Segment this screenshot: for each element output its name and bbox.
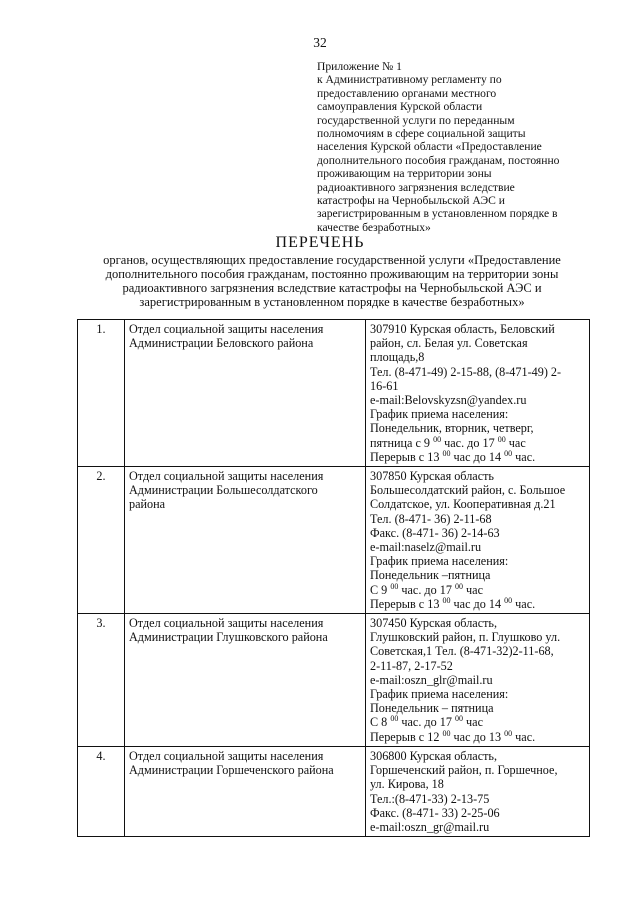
subtitle-line: органов, осуществляющих предоставление государственной услуги «Предоставление [103,253,561,267]
appendix-line: качестве безработных» [317,220,431,234]
contact-line: 307850 Курская область [370,469,494,484]
document-title: ПЕРЕЧЕНЬ [275,234,365,251]
row-number: 1. [78,320,125,467]
page-number: 32 [313,35,327,50]
contact-line: район, сл. Белая ул. Советская [370,336,528,351]
appendix-line: государственной услуги по переданным [317,113,515,127]
row-number: 2. [78,467,125,614]
office-contacts-cell [366,746,590,836]
appendix-line: самоуправления Курской области [317,100,483,114]
subtitle-line: радиоактивного загрязнения вследствие катастрофы на Чернобыльской АЭС и [122,281,542,295]
contact-line: Факс. (8-471- 36) 2-14-63 [370,525,500,540]
appendix-line: населения Курской области «Предоставление [317,140,542,154]
contact-line: График приема населения: [370,407,509,422]
contact-line: Понедельник – пятница [370,701,494,716]
contact-line: 306800 Курская область, [370,748,498,763]
contact-line: Большесолдатский район, с. Большое [370,483,566,498]
break-line: Перерыв с 13 $^{00}$ час до 14 $^{00}$ час. [370,595,536,611]
break-line: Перерыв с 12 $^{00}$ час до 13 $^{00}$ час. [370,728,536,744]
contact-line: Глушковский район, п. Глушково ул. [370,630,561,645]
offices-table [77,319,590,837]
office-contacts-cell [366,320,590,467]
contact-line: Тел.:(8-471-33) 2-13-75 [370,791,490,806]
contact-line: Горшеченский район, п. Горшечное, [370,763,558,778]
office-name-line: Администрации Глушковского района [129,630,328,645]
contact-line: Солдатское, ул. Кооперативная д.21 [370,497,556,512]
office-name-line: Отдел социальной защиты населения [129,322,324,336]
appendix-line: Приложение № 1 [317,60,402,73]
contact-line: площадь,8 [370,350,425,365]
office-name-line: Отдел социальной защиты населения [129,616,324,631]
email-link[interactable]: e-mail:Belovskyzsn@yandex.ru [370,393,527,408]
table-row [78,320,590,467]
email-link[interactable]: e-mail:naselz@mail.ru [370,540,482,555]
office-contacts-cell [366,614,590,747]
contact-line: График приема населения: [370,687,509,702]
subtitle-line: зарегистрированным в установленном порядке в качестве безработных» [139,295,525,309]
appendix-line: к Административному регламенту по [317,73,502,87]
appendix-note [317,60,592,234]
office-name-line: Администрации Беловского района [129,336,314,351]
office-name-line: Отдел социальной защиты населения [129,469,324,484]
appendix-line: радиоактивного загрязнения вследствие [317,180,515,194]
office-name-line: района [129,497,166,512]
contact-line: 16-61 [370,378,399,393]
contact-line: Понедельник –пятница [370,568,491,583]
office-name-line: Администрации Большесолдатского [129,483,318,498]
appendix-line: зарегистрированным в установленном порядке в [317,207,558,221]
office-name-cell [125,320,366,467]
contact-line: Тел. (8-471-49) 2-15-88, (8-471-49) 2- [370,364,562,379]
contact-line: 2-11-87, 2-17-52 [370,658,453,673]
office-name-cell [125,467,366,614]
subtitle-line: дополнительного пособия гражданам, постоянно проживающим на территории зоны [105,267,559,281]
table-row [78,467,590,614]
office-name-cell [125,614,366,747]
break-line: Перерыв с 13 $^{00}$ час до 14 $^{00}$ час. [370,448,536,464]
row-number: 3. [78,614,125,747]
office-name-line: Отдел социальной защиты населения [129,748,324,763]
row-number: 4. [78,746,125,836]
office-contacts-cell [366,467,590,614]
contact-line: Факс. (8-471- 33) 2-25-06 [370,805,500,820]
contact-line: Тел. (8-471- 36) 2-11-68 [370,511,492,526]
appendix-line: предоставлению органами местного [317,86,497,100]
schedule-line: С 9 $^{00}$ час. до 17 $^{00}$ час [370,581,483,597]
table-row [78,614,590,747]
appendix-line: полномочиям в сфере социальной защиты [317,127,526,141]
contact-line: Советская,1 Тел. (8-471-32)2-11-68, [370,644,554,659]
table-row [78,746,590,836]
contact-line: Понедельник, вторник, четверг, [370,421,534,436]
contact-line: 307910 Курская область, Беловский [370,322,555,336]
appendix-line: дополнительного пособия гражданам, постоянно [317,153,560,167]
document-subtitle [62,253,602,309]
email-link[interactable]: e-mail:oszn_glr@mail.ru [370,672,493,687]
email-link[interactable]: e-mail:oszn_gr@mail.ru [370,819,490,834]
appendix-line: проживающим на территории зоны [317,167,492,181]
contact-line: ул. Кирова, 18 [370,777,444,792]
schedule-line: С 8 $^{00}$ час. до 17 $^{00}$ час [370,714,483,730]
contact-line: График приема населения: [370,554,509,569]
schedule-line: пятница с 9 $^{00}$ час. до 17 $^{00}$ час [370,434,526,450]
office-name-cell [125,746,366,836]
appendix-line: катастрофы на Чернобыльской АЭС и [317,194,505,208]
contact-line: 307450 Курская область, [370,616,498,631]
office-name-line: Администрации Горшеченского района [129,763,334,778]
